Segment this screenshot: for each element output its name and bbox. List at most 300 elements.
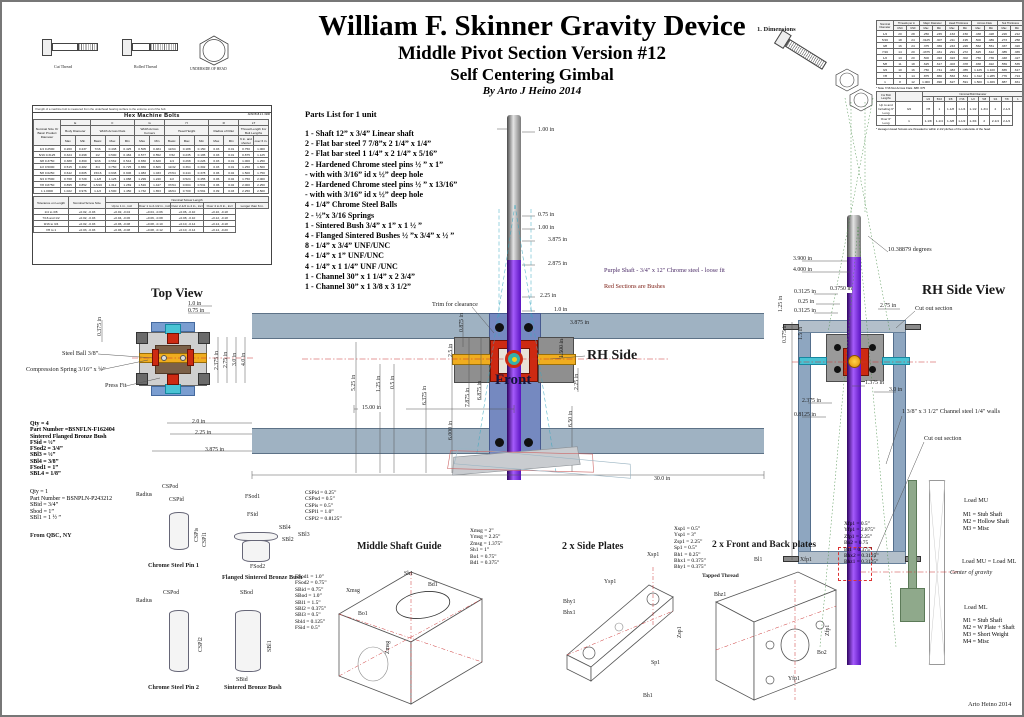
table-cell: .483	[946, 67, 959, 73]
table-cell: 12	[907, 79, 920, 85]
top-view-title: Top View	[151, 285, 203, 300]
table-cell: 2-1/4	[990, 116, 1001, 126]
table-cell: 0.06	[209, 182, 224, 188]
table-cell: 1.653	[150, 188, 165, 194]
table-cell: 0.524	[179, 176, 194, 182]
table-cell: 0.604	[179, 182, 194, 188]
rh-pin-right	[882, 357, 910, 365]
list-item: 2 - ½”x 3/16 Springs	[305, 210, 375, 220]
col-header: Min	[120, 136, 135, 146]
rh-pin-left	[799, 357, 827, 365]
table-cell: 0.562	[105, 158, 120, 164]
component-title: Flanged Sintered Bronze Bush	[222, 574, 303, 581]
table-cell: 0.02	[224, 176, 239, 182]
bush-bottom	[167, 374, 179, 385]
table-cell: .489	[985, 37, 998, 43]
table-cell: +0.12, -0.18	[203, 215, 236, 221]
side-plate-values	[674, 526, 706, 571]
col-header: Min	[224, 136, 239, 146]
list-item: Bo2 = 0.75	[844, 540, 869, 547]
corner-block	[198, 332, 210, 344]
list-item: 8 - 1/4” x 3/4” UNF/UNC	[305, 241, 391, 251]
table-cell: Up to and Including 6" Long	[877, 102, 895, 115]
table-cell: 0.505	[135, 146, 150, 152]
bolt-head	[495, 323, 504, 332]
table-cell: 3/4 0.7500	[34, 176, 61, 182]
dim-label: Zmsg	[385, 640, 391, 654]
list-item: - with with 3/16” id x ½” deep hole	[305, 190, 424, 200]
table-cell: 1.100	[985, 67, 998, 73]
table-cell: 37/64	[164, 182, 179, 188]
table-cell: .559	[998, 61, 1011, 67]
dims-heading: 1. Dimensions	[757, 26, 796, 33]
dim-label: 2.375 in	[214, 350, 220, 370]
table-cell: +0.04, -0.06	[106, 215, 139, 221]
dim-label: Zsp1	[677, 626, 683, 638]
bolt-stub	[905, 324, 921, 330]
table-cell: 1.312	[972, 73, 985, 79]
dim-label: Zfp1	[825, 624, 831, 636]
list-item: SBod = 1.0”	[295, 593, 322, 600]
table-cell: +0.14, -0.20	[203, 227, 236, 233]
bolt-head	[869, 366, 876, 373]
table-cell: 20	[894, 31, 907, 37]
table-cell: +0.02, -0.03	[69, 221, 106, 227]
col-header: 5/16	[934, 97, 945, 102]
table-cell: 1/2	[90, 152, 105, 158]
table-cell: 7/8	[877, 73, 894, 79]
list-item: Bhx1 = 0.375”	[674, 558, 706, 565]
table-cell: 1 1.0000	[34, 188, 61, 194]
table-cell: .448	[998, 55, 1011, 61]
list-item: Xsp1 = 0.5”	[674, 526, 701, 532]
col-header: Nominal Screw Size	[69, 197, 106, 209]
col-header: Over 2-1/2 to 4 in., incl	[171, 203, 203, 208]
list-item: M3 = Misc	[963, 526, 990, 532]
dim-label: SBl1	[267, 640, 273, 652]
dim-label: 0.3750 in	[830, 286, 852, 292]
angle-note: 10.38879 degrees	[888, 246, 932, 253]
list-item: Zmsg = 1.375”	[470, 540, 503, 547]
parts-list-items	[305, 129, 457, 292]
table-cell: 1-5/16	[90, 182, 105, 188]
table-cell: .375	[920, 43, 933, 49]
component-title: Chrome Steel Pin 2	[148, 684, 199, 691]
table-cell: .378	[959, 61, 972, 67]
list-item: M2 = W Plate + Shaft	[963, 625, 1015, 631]
msg-title: Middle Shaft Guide	[357, 541, 442, 552]
title-block	[272, 10, 792, 97]
table-cell: .887	[998, 79, 1011, 85]
dim-label: 2.75 in	[223, 351, 229, 368]
dim-label: 1.375 in	[865, 380, 885, 386]
table-cell: 16	[907, 67, 920, 73]
byline: By Arto J Heino 2014	[482, 85, 582, 97]
list-item: FSod1 = 1”	[30, 465, 59, 472]
dim-label: 0.375 in	[97, 316, 103, 336]
screw-dims-rows	[877, 31, 1024, 85]
dim-label: 1.25 in	[376, 375, 382, 392]
dim-label: 5.25 in	[351, 374, 357, 391]
list-item: FSod1 = 1.0”	[295, 574, 324, 580]
load-mu-title: Load MU	[964, 497, 989, 504]
bolt-length-rows	[877, 102, 1024, 126]
page-title: William F. Skinner Gravity Device	[318, 10, 746, 42]
table-cell: .617	[1011, 67, 1024, 73]
table-cell: .750	[920, 67, 933, 73]
chrome-pin1-sketch	[169, 512, 189, 550]
table-row	[34, 227, 269, 233]
table-cell: Over 6" Long	[877, 116, 896, 126]
table-cell: 0.01	[224, 164, 239, 170]
dim-label: 15.00 in	[362, 405, 382, 411]
list-item: 4 - 1/4” Chrome Steel Balls	[305, 200, 398, 210]
table-cell: 0.425	[120, 146, 135, 152]
dim-label: FSid	[247, 512, 258, 518]
dim-label: 6.50 in	[568, 410, 574, 427]
table-cell: 1.240	[150, 176, 165, 182]
dim-label: 3.875 in	[205, 447, 225, 453]
table-cell: 1.447	[150, 182, 165, 188]
dim-label: 2.25 in	[195, 430, 212, 436]
bolt-head-sketch	[122, 39, 132, 56]
col-header: Nominal Screw Length	[106, 197, 269, 203]
table-cell: .438	[972, 31, 985, 37]
steel-ball-note: Steel Ball 3/8”	[62, 350, 99, 357]
hex-nut-sketch	[848, 88, 874, 112]
table-cell: .875	[920, 73, 933, 79]
col-header: Up to 1 in., incl	[106, 203, 139, 209]
dim-label: Bhy1	[563, 599, 576, 605]
dim-label: 6.000 in	[448, 420, 454, 440]
table-cell: 7/8 0.8750	[34, 182, 61, 188]
table-cell: 1-3/4	[979, 102, 990, 116]
table-cell: 1.312	[105, 182, 120, 188]
col-header: Nominal Size Or Basic Product Diameter	[34, 120, 61, 146]
list-item: CSPid = 0.25”	[305, 490, 337, 496]
table-cell: 11	[894, 61, 907, 67]
bolt-shank-sketch	[52, 43, 78, 51]
col-header: UNC	[894, 26, 907, 31]
table-cell: +0.10, -0.18	[203, 209, 236, 215]
table-cell: 3/4	[90, 164, 105, 170]
table-cell: 0.438	[105, 146, 120, 152]
table-cell: +0.02, -0.03	[69, 209, 106, 215]
col-header: Max	[209, 136, 224, 146]
front-label: Front	[495, 372, 532, 388]
load-mu-items	[963, 512, 1009, 533]
table-note: * Note 7/16 Nut Across Flats .688 .675	[876, 86, 926, 90]
table-cell: 0.768	[61, 176, 76, 182]
table-cell: 0.02	[224, 182, 239, 188]
dim-label: 0.8125 in	[794, 412, 816, 418]
list-item: CSPis = 0.5”	[305, 502, 334, 509]
table-cell: .625	[972, 49, 985, 55]
tolerance-table	[33, 196, 269, 233]
table-cell: .563	[946, 73, 959, 79]
table-cell: 0.235	[179, 152, 194, 158]
bolt-caption: UNDERSIDE OF HEAD	[190, 67, 227, 71]
table-cell: .307	[933, 37, 946, 43]
col-header: Nut Thickness	[998, 21, 1024, 26]
dim-label: FSod2	[250, 564, 266, 570]
table-cell: .320	[1011, 43, 1024, 49]
table-cell: .369	[933, 43, 946, 49]
table-cell: .625	[920, 61, 933, 67]
table-cell: .3125	[920, 37, 933, 43]
table-cell: 1.000	[920, 79, 933, 85]
table-cell: 0.360	[75, 158, 90, 164]
load-ml-title: Load ML	[964, 604, 988, 611]
table-cell: 1-1/8	[90, 176, 105, 182]
table-cell: 1-1/4	[956, 102, 967, 116]
table-cell: 0.895	[61, 182, 76, 188]
table-cell: +0.06, -0.08	[138, 215, 171, 221]
table-cell: 0.150	[194, 146, 209, 152]
dim-label: Bhz1	[714, 592, 727, 598]
dim-label: Xmsg	[346, 588, 360, 594]
list-item: 4 - Flanged Sintered Bushes ½ ”x 3/4” x ½ ”	[305, 231, 455, 241]
table-cell: .741	[933, 67, 946, 73]
table-cell: 0.875	[239, 152, 254, 158]
corner-block	[136, 332, 148, 344]
table-cell: 15/16	[90, 170, 105, 176]
col-header: 1/4	[923, 97, 934, 102]
table-row	[877, 102, 1024, 116]
dim-label: Radius	[136, 598, 153, 604]
table-cell: 1.125	[253, 152, 268, 158]
red-sections-note: Red Sections are Bushes	[604, 283, 666, 290]
table-row	[877, 79, 1024, 85]
table-cell: 0.03	[209, 152, 224, 158]
list-item: CSPod = 0.5”	[305, 496, 335, 503]
dim-label: 0.3125 in	[794, 289, 816, 295]
list-item: Qty = 1	[30, 489, 49, 495]
table-cell: 16	[894, 43, 907, 49]
list-item: 2 - Hardened Chrome steel pins ½ ” x 13/16”	[305, 180, 458, 190]
dim-label: CSPid	[169, 497, 184, 503]
table-cell: 1/2 0.5000	[34, 164, 61, 170]
col-header: Nominal Bolt Diameter	[923, 92, 1024, 97]
spring-note: Compression Spring 3/16” x ½”	[26, 366, 106, 373]
part-notes-2	[30, 489, 112, 522]
dim-label: 2.5 in	[448, 343, 454, 357]
table-cell: 5/16	[877, 37, 894, 43]
col-header: For Bolt Lengths	[877, 92, 896, 102]
rh-purple-shaft	[847, 257, 861, 665]
purple-shaft	[507, 260, 521, 480]
table-row	[34, 188, 269, 194]
table-cell: 0.725	[120, 164, 135, 170]
dim-label: SBl2	[282, 537, 294, 543]
bush-right	[187, 349, 194, 366]
list-item: FSod2 = 0.75”	[295, 580, 327, 587]
table-cell: .455	[959, 67, 972, 73]
table-cell: .617	[933, 61, 946, 67]
table-cell: 1-1/8	[923, 116, 934, 126]
hex-bolts-table-panel	[32, 105, 272, 265]
spring-bar	[139, 353, 207, 363]
table-cell: 0.01	[224, 158, 239, 164]
dim-label: 2.0 in	[192, 419, 206, 425]
flanged-bush-body-sketch	[242, 540, 270, 562]
hex-underside-sketch	[196, 34, 232, 66]
table-cell: 0.02	[224, 170, 239, 176]
table-cell: 1.250	[253, 158, 268, 164]
dim-label: 4.0 in	[241, 352, 247, 366]
dim-label: 3.0 in	[889, 387, 903, 393]
table-cell: 0.976	[75, 188, 90, 194]
chrome-pin2-sketch	[169, 610, 189, 672]
table-cell: .428	[985, 31, 998, 37]
dim-label: 0.875 in	[459, 312, 465, 332]
dim-label: SBl3	[298, 532, 310, 538]
page-subtitle2: Self Centering Gimbal	[450, 65, 614, 84]
list-item: M4 = Misc	[963, 639, 990, 645]
table-cell: 1/4 0.2500	[34, 146, 61, 152]
rh-view-title: RH Side View	[922, 283, 1006, 298]
table-cell: 0.552	[150, 152, 165, 158]
list-item: 2 - Flat bar steel 1 1/4” x 2 1/4” x 5/16”	[305, 149, 438, 159]
dim-label: 1.00 in	[538, 127, 555, 133]
table-cell: 0.03	[209, 164, 224, 170]
table-cell: .226	[959, 43, 972, 49]
cutout-note: Cut out section	[915, 305, 953, 312]
table-cell: .195	[959, 37, 972, 43]
table-cell: 0.866	[135, 164, 150, 170]
col-header: Min	[1011, 26, 1024, 31]
table-cell: 0.364	[179, 164, 194, 170]
dim-label: Bl1	[754, 557, 763, 563]
list-item: Sp1 = 0.5”	[674, 545, 698, 552]
table-cell: 2.000	[239, 182, 254, 188]
table-cell: .212	[1011, 31, 1024, 37]
side-plates-title: 2 x Side Plates	[562, 541, 624, 552]
dim-label: 1.00 in	[538, 225, 555, 231]
table-cell: .365	[1011, 49, 1024, 55]
table-cell: 10	[894, 67, 907, 73]
component-title: Chrome Steel Pin 1	[148, 562, 199, 569]
list-item: CSPl1 = 1.0”	[305, 509, 334, 516]
table-cell: .750	[972, 55, 985, 61]
table-cell: 1.500	[972, 79, 985, 85]
dim-label: Bd1	[428, 582, 438, 588]
list-item: Bhy1 = 0.375”	[674, 564, 706, 571]
table-cell: .736	[985, 55, 998, 61]
table-cell: 3/4	[896, 102, 923, 116]
dim-label: 3.0 in	[232, 352, 238, 366]
side-plate-sketch	[557, 557, 692, 707]
rh-pivot-ball	[848, 355, 861, 368]
pivot-pin-bottom	[165, 384, 181, 394]
table-cell: 7/16	[877, 49, 894, 55]
table-cell: .531	[959, 73, 972, 79]
table-cell: 1.083	[135, 170, 150, 176]
table-cell: 18	[907, 61, 920, 67]
table-cell: .665	[998, 67, 1011, 73]
dim-label: 6.375 in	[422, 385, 428, 405]
list-item: Zfp1 = 2.25”	[844, 533, 873, 540]
dim-label: Xfp1	[800, 557, 812, 563]
hex-bolts-table	[33, 119, 269, 194]
table-cell: .250	[920, 31, 933, 37]
list-item: Yfp1 = 2.875”	[844, 527, 876, 534]
col-header: E	[61, 120, 91, 126]
list-item: Xmsg = 2”	[470, 528, 494, 534]
bolt-head-sketch	[42, 39, 52, 56]
col-header: Min	[75, 136, 90, 146]
table-cell: +0.04, -0.06	[138, 209, 171, 215]
table-cell: .4375	[920, 49, 933, 55]
table-cell: 11/64	[164, 146, 179, 152]
table-cell: 1.500	[253, 164, 268, 170]
list-item: M1 = Stub Shaft	[963, 512, 1003, 518]
dim-label: 4.000 in	[793, 267, 813, 273]
dim-label: CSPis	[194, 527, 200, 542]
table-cell: .500	[920, 55, 933, 61]
table-cell: .150	[959, 31, 972, 37]
table-cell: +0.14, -0.18	[203, 221, 236, 227]
dim-label: 3.875 in	[548, 237, 568, 243]
dim-label: 0.5 in	[390, 375, 396, 389]
spring-rod-right	[536, 354, 576, 365]
cutout-note: Cut out section	[924, 435, 962, 442]
table-cell: .427	[1011, 55, 1024, 61]
list-item: Ysp1 = 3”	[674, 532, 697, 539]
table-cell: 20	[907, 55, 920, 61]
dim-label: 2.25 in	[540, 293, 557, 299]
table-cell: .990	[933, 79, 946, 85]
table-cell: 1.125	[105, 176, 120, 182]
table-cell: 1/2	[164, 176, 179, 182]
dim-label: FSod1	[245, 494, 261, 500]
col-header: Min	[194, 136, 209, 146]
table-cell: .431	[933, 49, 946, 55]
table-cell: 3/8 0.3750	[34, 158, 61, 164]
dim-label: Ysp1	[604, 579, 617, 585]
col-header: Max	[946, 26, 959, 31]
list-item: CSPl2 = 0.8125”	[305, 515, 342, 522]
table-cell: 0.378	[194, 170, 209, 176]
col-header: UNF	[907, 26, 920, 31]
table-cell: 1	[896, 116, 923, 126]
dim-label: 1.25 in	[778, 295, 784, 312]
table-cell: 28	[907, 31, 920, 37]
list-item: Sintered Flanged Bronze Bush	[30, 433, 107, 440]
table-cell: .302	[959, 55, 972, 61]
bolt-head	[524, 438, 533, 447]
dim-label: CSPod	[163, 590, 180, 596]
list-item: SBid = 0.75”	[295, 586, 324, 593]
table-cell: 0.09	[209, 188, 224, 194]
table-cell: +0.03, -0.03	[69, 227, 106, 233]
table-cell: 13	[894, 55, 907, 61]
table-cell: 1.250	[239, 164, 254, 170]
signature: Arto Heino 2014	[968, 701, 1012, 708]
col-header: Body Diameter	[61, 126, 91, 136]
bolt-thread-sketch	[150, 43, 178, 51]
spring-rod-left	[452, 354, 492, 365]
table-cell: 1/4	[164, 158, 179, 164]
table-cell: 1.088	[120, 176, 135, 182]
list-item: SBid = 3/4”	[30, 502, 59, 509]
list-item: Zsp1 = 2.25”	[674, 538, 703, 545]
csp-values	[305, 490, 342, 522]
table-cell: 43/64	[164, 188, 179, 194]
tapped-thread-note: Tapped Thread	[702, 573, 739, 579]
dim-label: 3.900 in	[793, 256, 813, 262]
table-cell: 2.250	[239, 188, 254, 194]
